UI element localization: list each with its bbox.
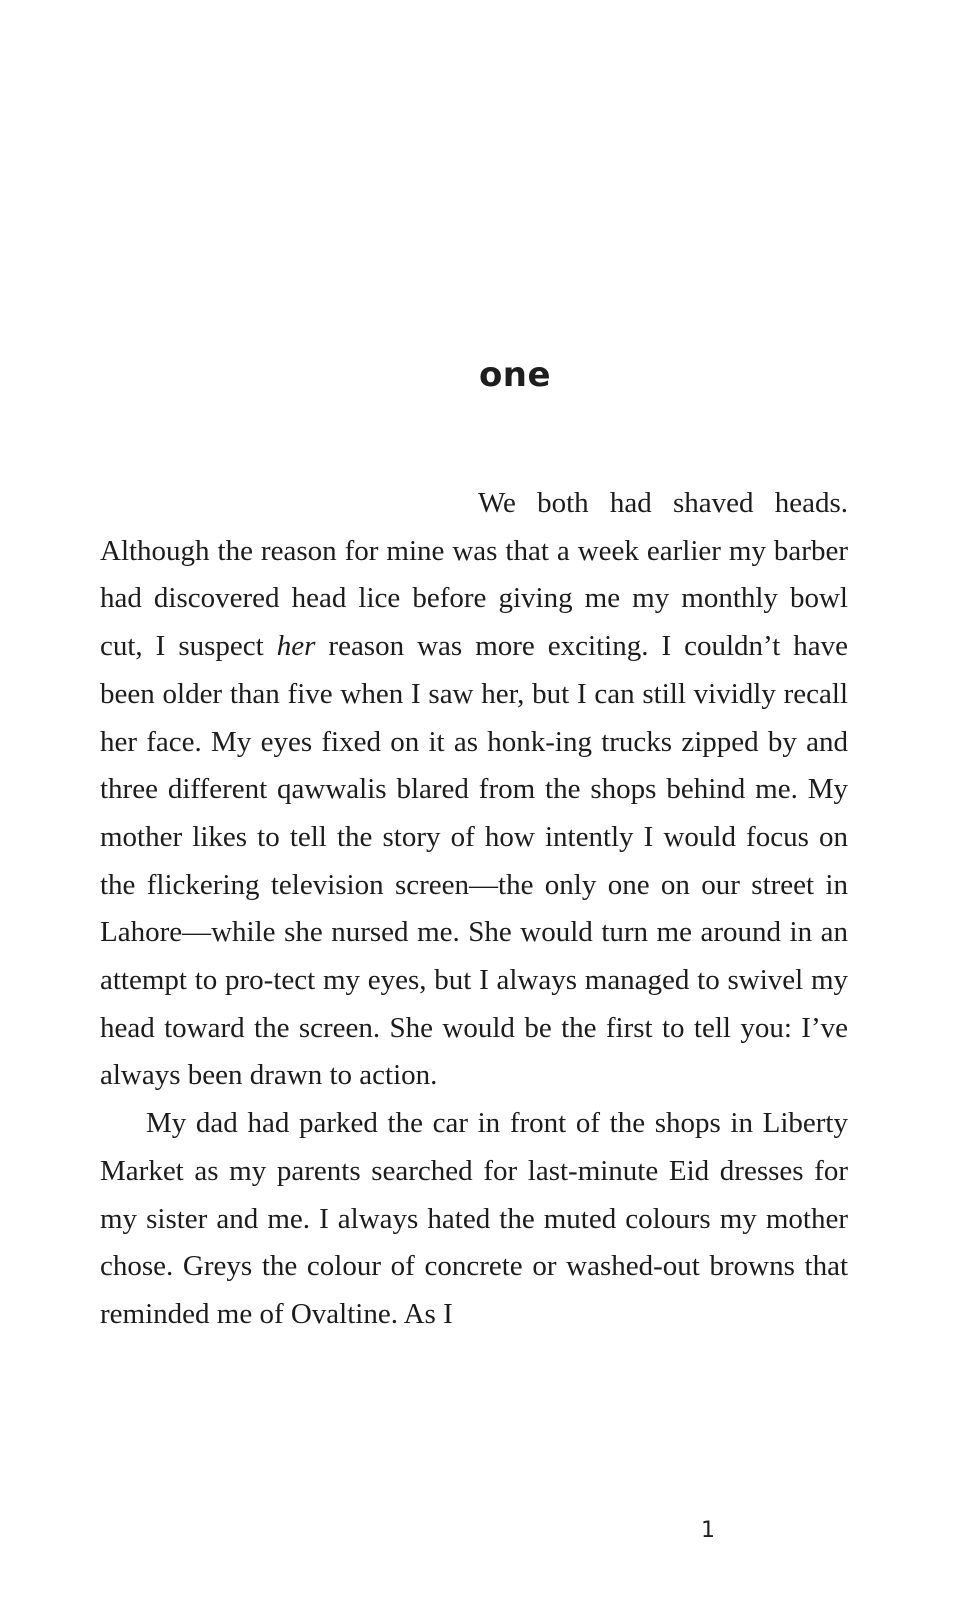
page-number: 1 bbox=[701, 1518, 715, 1543]
paragraph-1 bbox=[100, 480, 848, 1100]
body-text bbox=[100, 480, 848, 1339]
chapter-title: one bbox=[478, 355, 552, 395]
paragraph-1-emphasis: her bbox=[276, 630, 316, 663]
paragraph-1-text-a: We both had shaved heads. Although the reason for mine was that a week earlier my barber had discovered head lice before giving me my monthly bowl cut, I suspect bbox=[100, 487, 848, 663]
paragraph-1-text-b: reason was more exciting. I couldn’t have been older than five when I saw her, but I can still vividly recall her face. My eyes fixed on it as honk-ing trucks zipped by and three different qawwalis blared from the shops behind me. My mother likes to tell the story of how intently I would focus on the flickering television screen—the only one on our street in Lahore—while she nursed me. She would turn me around in an attempt to pro-tect my eyes, but I always managed to swivel my head toward the screen. She would be the first to tell you: I’ve always been drawn to action. bbox=[100, 630, 848, 1092]
paragraph-2: My dad had parked the car in front of the shops in Liberty Market as my parents searched for last-minute Eid dresses for my sister and me. I always hated the muted colours my mother chose. Greys the colour of concrete or washed-out browns that reminded me of Ovaltine. As I bbox=[100, 1107, 848, 1330]
